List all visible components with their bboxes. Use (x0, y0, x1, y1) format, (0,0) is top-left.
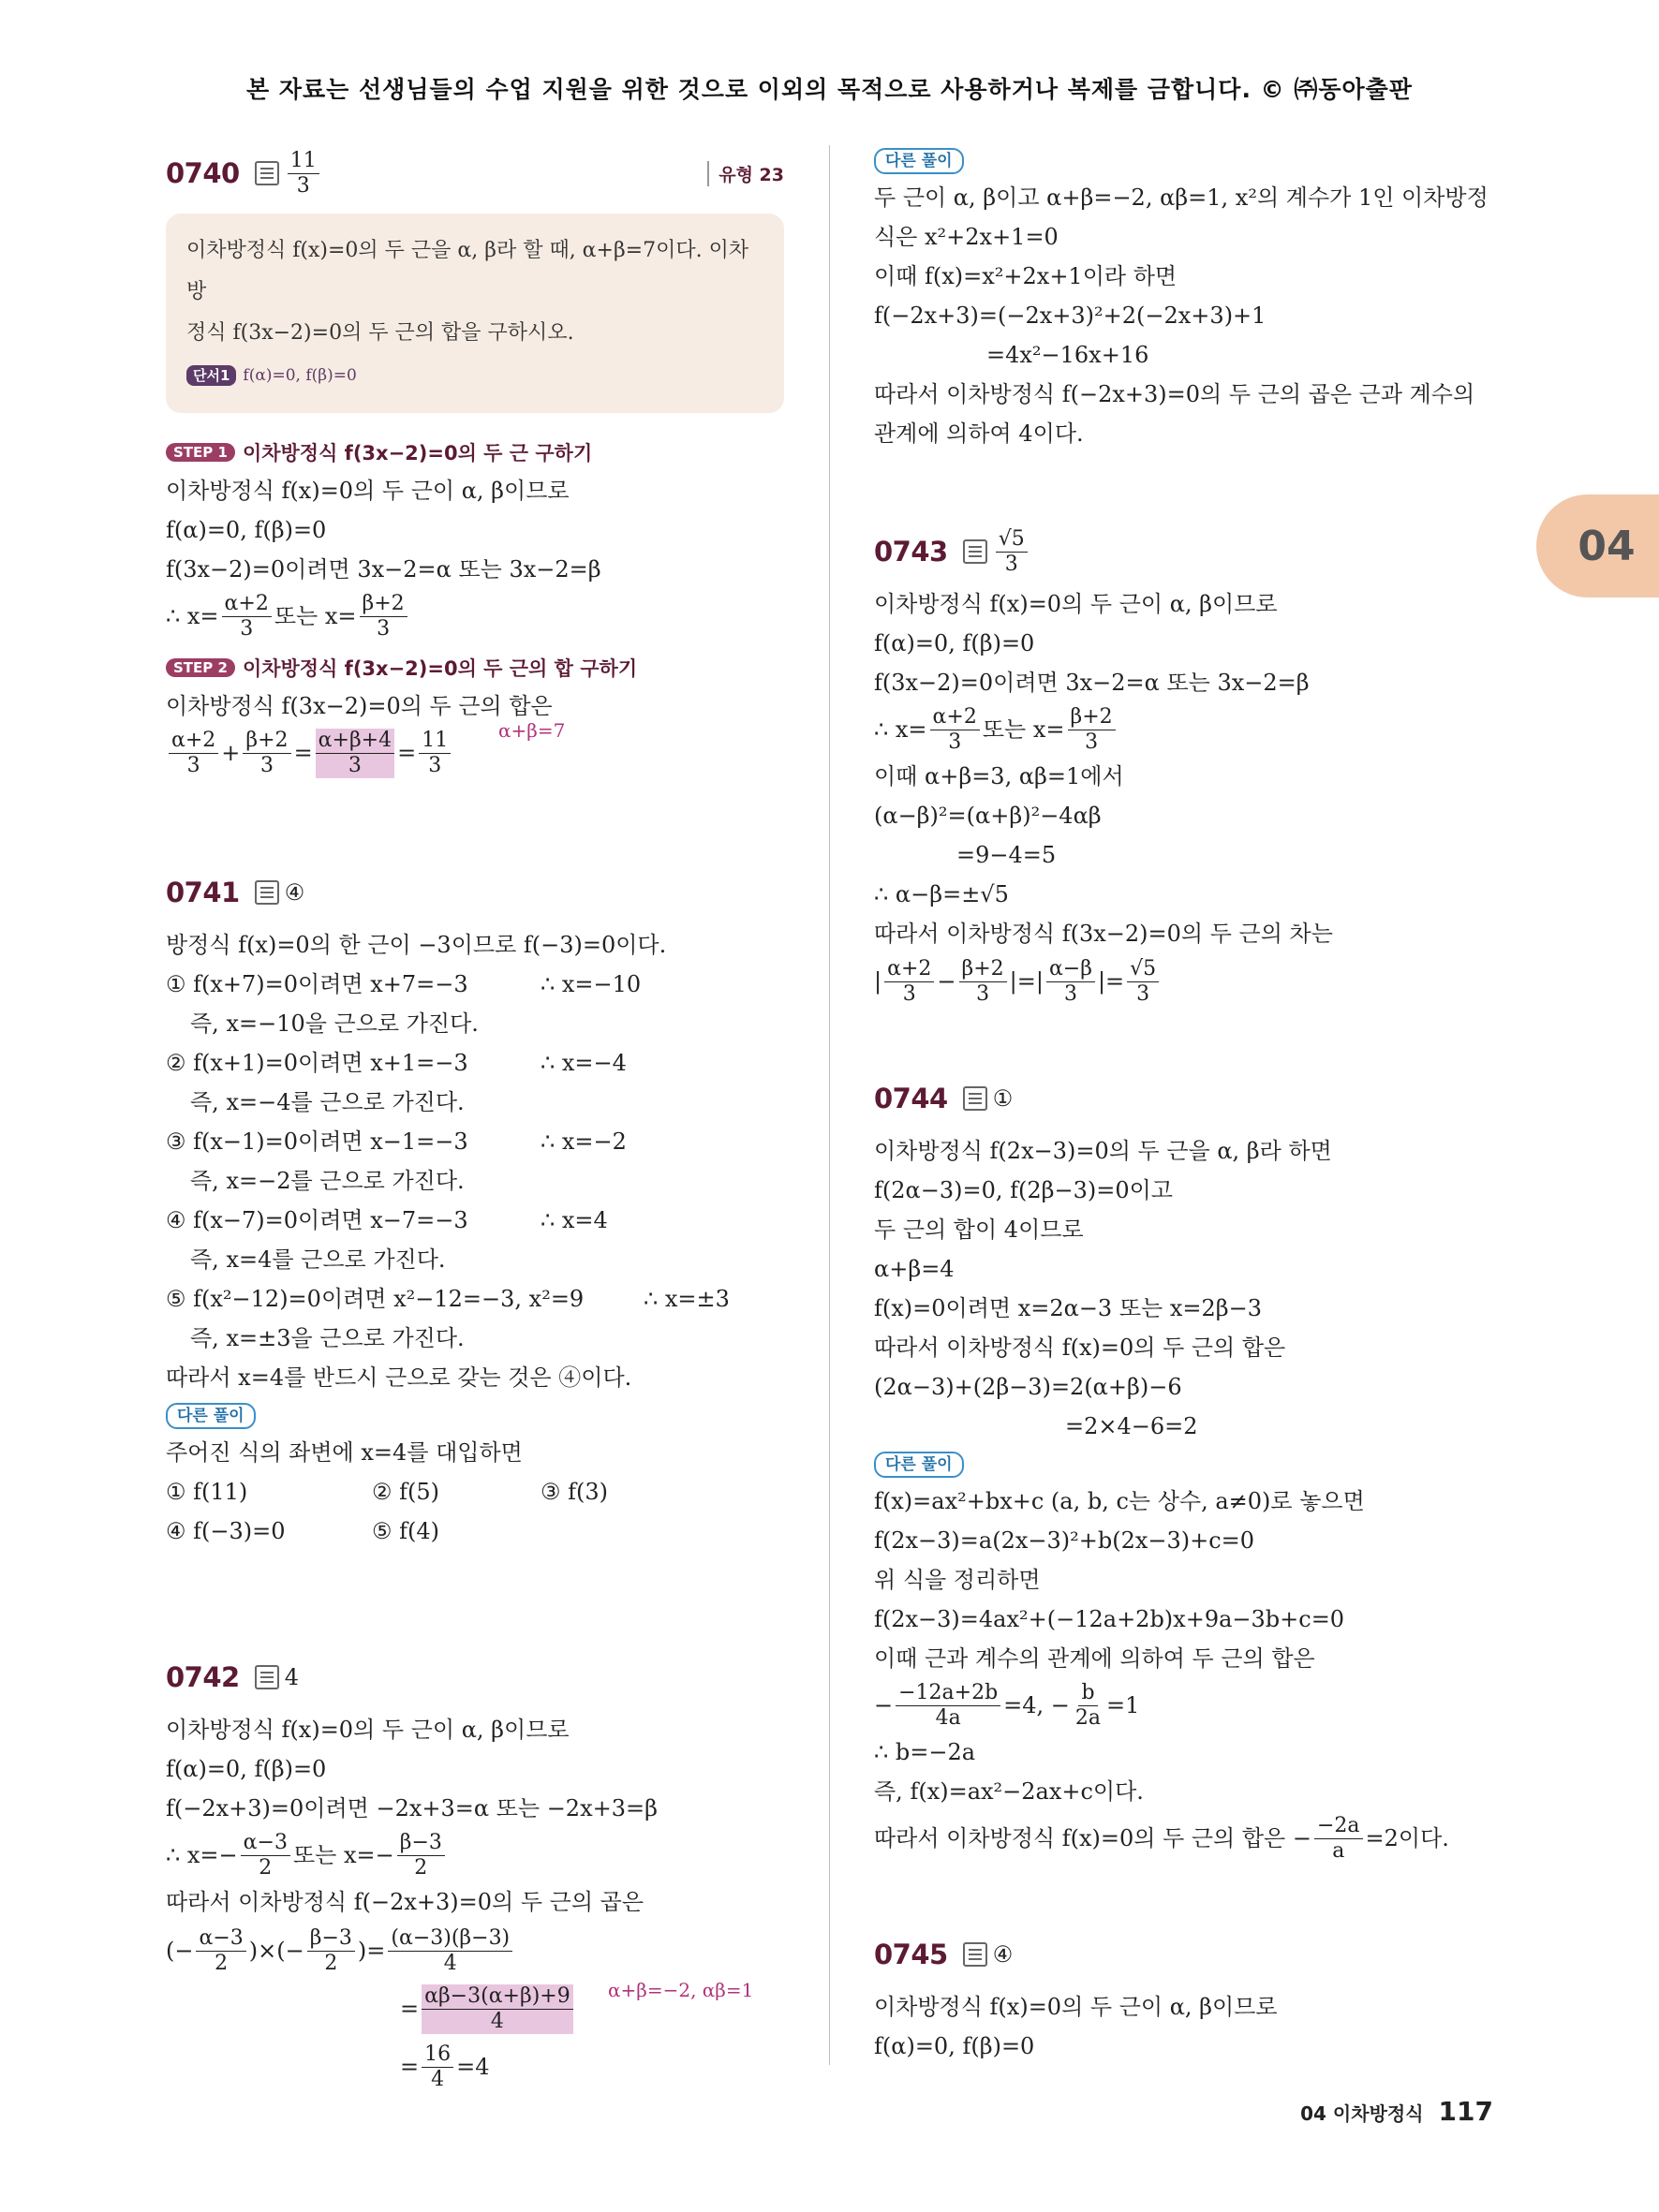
solution-line: ∴ b=−2a (874, 1739, 976, 1765)
solution-formula: 따라서 이차방정식 f(x)=0의 두 근의 합은 − $\frac{-2a}{a}$ =2이다. (874, 1813, 1449, 1863)
option-2-note: 즉, x=−4를 근으로 가진다. (190, 1089, 465, 1115)
option-1: ① f(x+7)=0이려면 x+7=−3 ∴ x=−10 (166, 971, 642, 997)
solution-formula: ∴ x=− $\frac{\alpha-3}{2}$ 또는 x=− $\frac{\beta-3}{2}$ (166, 1828, 784, 1882)
solution-line: 이차방정식 f(2x−3)=0의 두 근을 α, β라 하면 (874, 1138, 1332, 1164)
solution-line: ∴ α−β=±√5 (874, 881, 1009, 907)
answer-fraction: $\frac{11}{3}$ (288, 149, 319, 199)
solution-formula: ∴ x= $\frac{\alpha+2}{3}$ 또는 x= $\frac{\beta+2}{3}$ (166, 589, 784, 643)
solution-line: =9−4=5 (956, 842, 1057, 868)
solution-line: 즉, f(x)=ax²−2ax+c이다. (874, 1778, 1144, 1805)
solution-line: 주어진 식의 좌변에 x=4를 대입하면 (166, 1439, 523, 1466)
problem-line-1: 이차방정식 f(x)=0의 두 근을 α, β라 할 때, α+β=7이다. 이차방 (186, 239, 749, 303)
hint-tag: 단서1 (186, 365, 236, 386)
solution-line: f(−2x+3)=(−2x+3)²+2(−2x+3)+1 (874, 302, 1266, 329)
problem-number: 0741 (166, 877, 240, 908)
step-tag: STEP 1 (166, 443, 235, 462)
left-column (166, 140, 784, 2096)
hint (186, 354, 763, 396)
solution-formula: (− $\frac{\alpha-3}{2}$ )×(− $\frac{\beta-3}{2}$ )= $\frac{(\alpha-3)(\beta-3)}{4}$ (166, 1922, 784, 1980)
solution-line: 이때 근과 계수의 관계에 의하여 두 근의 합은 (874, 1645, 1315, 1672)
alt-solution-tag: 다른 풀이 (166, 1403, 256, 1429)
solution-line: 이차방정식 f(x)=0의 두 근이 α, β이므로 (166, 478, 570, 504)
solution-line: f(x)=0이려면 x=2α−3 또는 x=2β−3 (874, 1295, 1262, 1321)
solution-line: 두 근이 α, β이고 α+β=−2, αβ=1, x²의 계수가 1인 이차방정 (874, 184, 1489, 211)
solution-line: (α−β)²=(α+β)²−4αβ (874, 803, 1102, 829)
solution-line: 이차방정식 f(x)=0의 두 근이 α, β이므로 (874, 591, 1278, 617)
answer-icon (255, 161, 279, 185)
solution-line: (2α−3)+(2β−3)=2(α+β)−6 (874, 1374, 1182, 1400)
solution-formula: − $\frac{-12a+2b}{4a}$ =4, − $\frac{b}{2a}$ =1 (874, 1680, 1140, 1730)
solution-formula: ∴ x= $\frac{\alpha+2}{3}$ 또는 x= $\frac{\beta+2}{3}$ (874, 702, 1502, 757)
option-3-note: 즉, x=−2를 근으로 가진다. (190, 1168, 465, 1194)
solution-line: 두 근의 합이 4이므로 (874, 1217, 1084, 1243)
step-title: 이차방정식 f(3x−2)=0의 두 근 구하기 (242, 442, 593, 465)
solution-line: 따라서 이차방정식 f(−2x+3)=0의 두 근의 곱은 (166, 1889, 644, 1915)
answer-value: 4 (284, 1664, 299, 1690)
option-4-note: 즉, x=4를 근으로 가진다. (190, 1246, 446, 1273)
step-2-header (166, 649, 784, 686)
solution-line: f(2x−3)=4ax²+(−12a+2b)x+9a−3b+c=0 (874, 1606, 1345, 1632)
solution-line: f(x)=ax²+bx+c (a, b, c는 상수, a≠0)로 놓으면 (874, 1488, 1365, 1514)
option-3: ③ f(x−1)=0이려면 x−1=−3 ∴ x=−2 (166, 1128, 627, 1155)
answer-icon (963, 1942, 987, 1967)
answer-icon (963, 539, 987, 564)
option-5-note: 즉, x=±3을 근으로 가진다. (190, 1325, 465, 1351)
problem-0740-header (166, 140, 784, 206)
solution-line: 관계에 의하여 4이다. (874, 420, 1084, 447)
problem-number: 0742 (166, 1661, 240, 1693)
chapter-tab: 04 (1536, 494, 1659, 597)
solution-line: 식은 x²+2x+1=0 (874, 224, 1059, 250)
problem-0742-header (166, 1644, 784, 1710)
answer-icon (255, 880, 279, 905)
problem-number: 0744 (874, 1083, 948, 1114)
solution-line: f(α)=0, f(β)=0 (874, 630, 1035, 656)
option-2: ② f(x+1)=0이려면 x+1=−3 ∴ x=−4 (166, 1050, 627, 1076)
solution-line: f(3x−2)=0이려면 3x−2=α 또는 3x−2=β (166, 556, 601, 582)
option-4: ④ f(x−7)=0이려면 x−7=−3 ∴ x=4 (166, 1207, 608, 1233)
solution-line: 따라서 이차방정식 f(3x−2)=0의 두 근의 차는 (874, 921, 1333, 947)
option-5: ⑤ f(x²−12)=0이려면 x²−12=−3, x²=9 ∴ x=±3 (166, 1286, 730, 1312)
solution-line: f(2α−3)=0, f(2β−3)=0이고 (874, 1177, 1173, 1203)
solution-line: f(2x−3)=a(2x−3)²+b(2x−3)+c=0 (874, 1527, 1255, 1554)
hint-text: f(α)=0, f(β)=0 (243, 366, 357, 385)
answer-fraction: $\frac{√5}{3}$ (996, 527, 1028, 577)
answer-value: ④ (992, 1941, 1014, 1968)
solution-line: 이차방정식 f(x)=0의 두 근이 α, β이므로 (874, 1994, 1278, 2020)
solution-line: 이차방정식 f(x)=0의 두 근이 α, β이므로 (166, 1717, 570, 1743)
solution-line: 이차방정식 f(3x−2)=0의 두 근의 합은 (166, 693, 553, 719)
solution-line: α+β=4 (874, 1256, 955, 1282)
problem-0745-header (874, 1922, 1502, 1987)
problem-0741-header (166, 860, 784, 925)
annotation: α+β=7 (498, 719, 566, 742)
solution-line: 따라서 이차방정식 f(x)=0의 두 근의 합은 (874, 1335, 1286, 1361)
solution-line: 위 식을 정리하면 (874, 1567, 1041, 1593)
choices-row: ④ f(−3)=0 ⑤ f(4) (166, 1518, 440, 1544)
answer-value: ④ (284, 879, 305, 906)
step-tag: STEP 2 (166, 658, 235, 677)
problem-statement-box (166, 214, 784, 413)
solution-line: f(α)=0, f(β)=0 (166, 1756, 327, 1782)
page-number: 117 (1438, 2096, 1493, 2127)
copyright-notice: 본 자료는 선생님들의 수업 지원을 위한 것으로 이외의 목적으로 사용하거나 복제를 금합니다. © ㈜동아출판 (246, 76, 1413, 103)
option-1-note: 즉, x=−10을 근으로 가진다. (190, 1010, 479, 1037)
solution-line: f(−2x+3)=0이려면 −2x+3=α 또는 −2x+3=β (166, 1795, 658, 1821)
page-footer (1300, 2096, 1493, 2127)
answer-icon (963, 1086, 987, 1111)
right-column (874, 140, 1502, 2066)
solution-formula: = $\frac{16}{4}$ =4 (400, 2042, 490, 2091)
solution-line: f(α)=0, f(β)=0 (874, 2033, 1035, 2059)
problem-0743-header (874, 519, 1502, 584)
solution-line: f(α)=0, f(β)=0 (166, 517, 327, 543)
problem-line-2: 정식 f(3x−2)=0의 두 근의 합을 구하시오. (186, 321, 574, 345)
answer-icon (255, 1665, 279, 1689)
problem-number: 0743 (874, 536, 948, 568)
solution-line: 방정식 f(x)=0의 한 근이 −3이므로 f(−3)=0이다. (166, 932, 667, 958)
problem-0744-header (874, 1066, 1502, 1131)
highlighted-fraction: $\frac{\alpha\beta-3(\alpha+\beta)+9}{4}$ (422, 1984, 573, 2034)
solution-line: 이때 α+β=3, αβ=1에서 (874, 763, 1124, 789)
solution-line: =2×4−6=2 (1065, 1413, 1198, 1439)
solution-line: f(3x−2)=0이려면 3x−2=α 또는 3x−2=β (874, 670, 1310, 696)
solution-line: =4x²−16x+16 (986, 342, 1149, 368)
conclusion: 따라서 x=4를 반드시 근으로 갖는 것은 ④이다. (166, 1364, 632, 1391)
alt-solution-tag: 다른 풀이 (874, 148, 964, 174)
step-1-header (166, 434, 784, 471)
column-divider (829, 145, 830, 2065)
footer-chapter: 04 이차방정식 (1300, 2102, 1424, 2125)
solution-formula: $\frac{\alpha+2}{3}$ + $\frac{\beta+2}{3}$ = $\frac{\alpha+\beta+4}{3}$ = $\frac{11}{3}$ α+β=7 (166, 726, 784, 780)
solution-line: 이때 f(x)=x²+2x+1이라 하면 (874, 263, 1178, 289)
solution-formula: | $\frac{\alpha+2}{3}$ − $\frac{\beta+2}{3}$ |=| $\frac{\alpha-\beta}{3}$ |= $\frac{√5}{3}$ (874, 953, 1502, 1010)
choices-row: ① f(11) ② f(5) ③ f(3) (166, 1479, 609, 1505)
answer-value: ① (992, 1085, 1014, 1112)
step-title: 이차방정식 f(3x−2)=0의 두 근의 합 구하기 (242, 657, 638, 680)
highlighted-fraction: $\frac{\alpha+\beta+4}{3}$ (316, 729, 394, 778)
annotation: α+β=−2, αβ=1 (608, 1979, 754, 2001)
type-tag: 유형 23 (707, 161, 784, 186)
solution-formula: = $\frac{\alpha\beta-3(\alpha+\beta)+9}{4}$ α+β=−2, αβ=1 (166, 1980, 784, 2038)
problem-number: 0745 (874, 1939, 948, 1970)
alt-solution-tag: 다른 풀이 (874, 1452, 964, 1478)
solution-line: 따라서 이차방정식 f(−2x+3)=0의 두 근의 곱은 근과 계수의 (874, 381, 1475, 407)
problem-number: 0740 (166, 157, 240, 189)
